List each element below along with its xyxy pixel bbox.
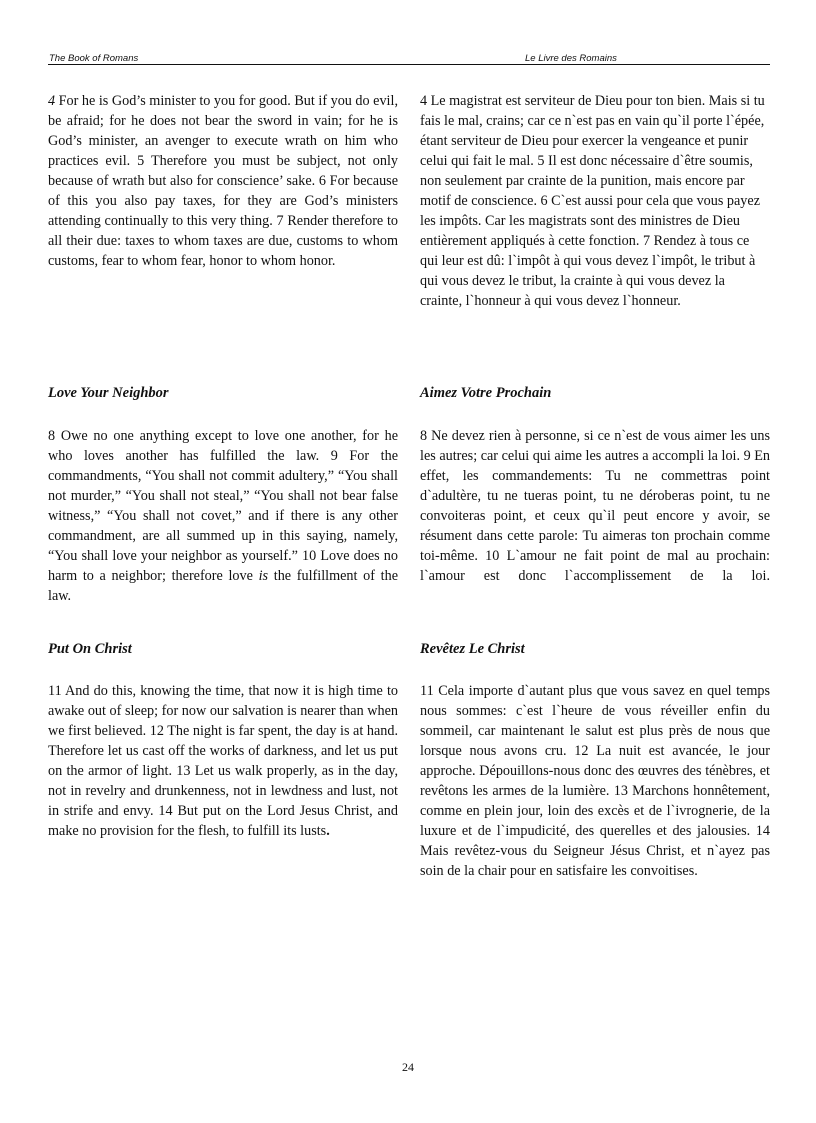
verse-number: 4: [48, 93, 56, 109]
fr-paragraph-verses-8-10: 8 Ne devez rien à personne, si ce n`est de vous aimer les uns les autres; car celui qui aime les autres a accompli la loi. 9 En effet, les commandements: Tu ne commettras point d`adultère, tu ne tueras point, tu ne déroberas point, tu ne convoiteras point, et ceux qu`il peut encore y avoir, se résument dans cette parole: Tu aimeras ton prochain comme toi-même. 10 L`amour ne fait point de mal au prochain: l`amour est donc l`accomplissement de la loi.: [420, 428, 770, 584]
fr-paragraph-verses-11-14: 11 Cela importe d`autant plus que vous savez en quel temps nous sommes: c`est l`heure de vous réveiller enfin du sommeil, car maintenant le salut est plus près de nous que lorsque nous avons cru. 12 La nuit est avancée, le jour approche. Dépouillons-nous donc des œuvres des ténèbres, et revêtons les armes de la lumière. 13 Marchons honnêtement, comme en plein jour, loin des excès et de l`ivrognerie, de la luxure et de l`impudicité, des querelles et des jalousies. 14 Mais revêtez-vous du Seigneur Jésus Christ, et n`ayez pas soin de la chair pour en satisfaire les convoitises.: [420, 683, 770, 879]
paragraph-text-end: the fulfillment of the law.: [48, 568, 398, 604]
en-paragraph-verses-4-7: [48, 91, 398, 271]
header-right-title: Le Livre des Romains: [525, 53, 617, 64]
section-heading-revetez-le-christ: Revêtez Le Christ: [420, 641, 525, 657]
header-rule: [48, 64, 770, 65]
header-left-title: The Book of Romans: [49, 53, 139, 64]
en-paragraph-verses-8-10: [48, 426, 398, 606]
fr-paragraph-verses-4-7: [420, 91, 770, 311]
en-paragraph-verses-11-14: [48, 681, 398, 841]
paragraph-text: 11 And do this, knowing the time, that now it is high time to awake out of sleep; for now our salvation is nearer than when we first believed. 12 The night is far spent, the day is at hand. Therefore let us cast off the works of darkness, and let us put on the armor of light. 13 Let us walk properly, as in the day, not in revelry and drunkenness, not in lewdness and lust, not in strife and envy. 14 But put on the Lord Jesus Christ, and make no provision for the flesh, to fulfill its lusts: [48, 683, 398, 839]
section-heading-put-on-christ: Put On Christ: [48, 641, 132, 657]
section-heading-love-your-neighbor: Love Your Neighbor: [48, 385, 169, 401]
paragraph-text-fr: 4 Le magistrat est serviteur de Dieu pour ton bien. Mais si tu fais le mal, crains; car ce n`est pas en vain qu`il porte l`épée, étant serviteur de Dieu pour exercer la vengeance et punir celui qui fait le mal. 5 Il est donc nécessaire d`être soumis, non seulement par crainte de la punition, mais encore par motif de conscience. 6 C`est aussi pour cela que vous payez les impôts. Car les magistrats sont des ministres de Dieu entièrement appliqués à cette fonction. 7 Rendez à tous ce qui leur est dû: l`impôt à qui vous devez l`impôt, le tribut à qui vous devez le tribut, la crainte à qui vous devez la crainte, l`honneur à qui vous devez l`honneur.: [420, 93, 765, 309]
page-number: 24: [402, 1060, 414, 1074]
italic-word: is: [258, 568, 269, 584]
section-heading-aimez-votre-prochain: Aimez Votre Prochain: [420, 385, 552, 401]
running-header: [48, 51, 770, 65]
final-period: .: [326, 823, 330, 839]
paragraph-text: 8 Owe no one anything except to love one another, for he who loves another has fulfilled the law. 9 For the commandments, “You shall not commit adultery,” “You shall not murder,” “You shall not steal,” “You shall not bear false witness,” “You shall not covet,” and if there is any other commandment, are all summed up in this saying, namely, “You shall love your neighbor as yourself.” 10 Love does no harm to a neighbor; therefore love: [48, 428, 398, 584]
paragraph-text: For he is God’s minister to you for good. But if you do evil, be afraid; for he does not bear the sword in vain; for he is God’s minister, an avenger to execute wrath on him who practices evil. 5 Therefore you must be subject, not only because of wrath but also for conscience’ sake. 6 For because of this you also pay taxes, for they are God’s ministers attending continually to this very thing. 7 Render therefore to all their due: taxes to whom taxes are due, customs to whom customs, fear to whom fear, honor to whom honor.: [48, 93, 398, 269]
